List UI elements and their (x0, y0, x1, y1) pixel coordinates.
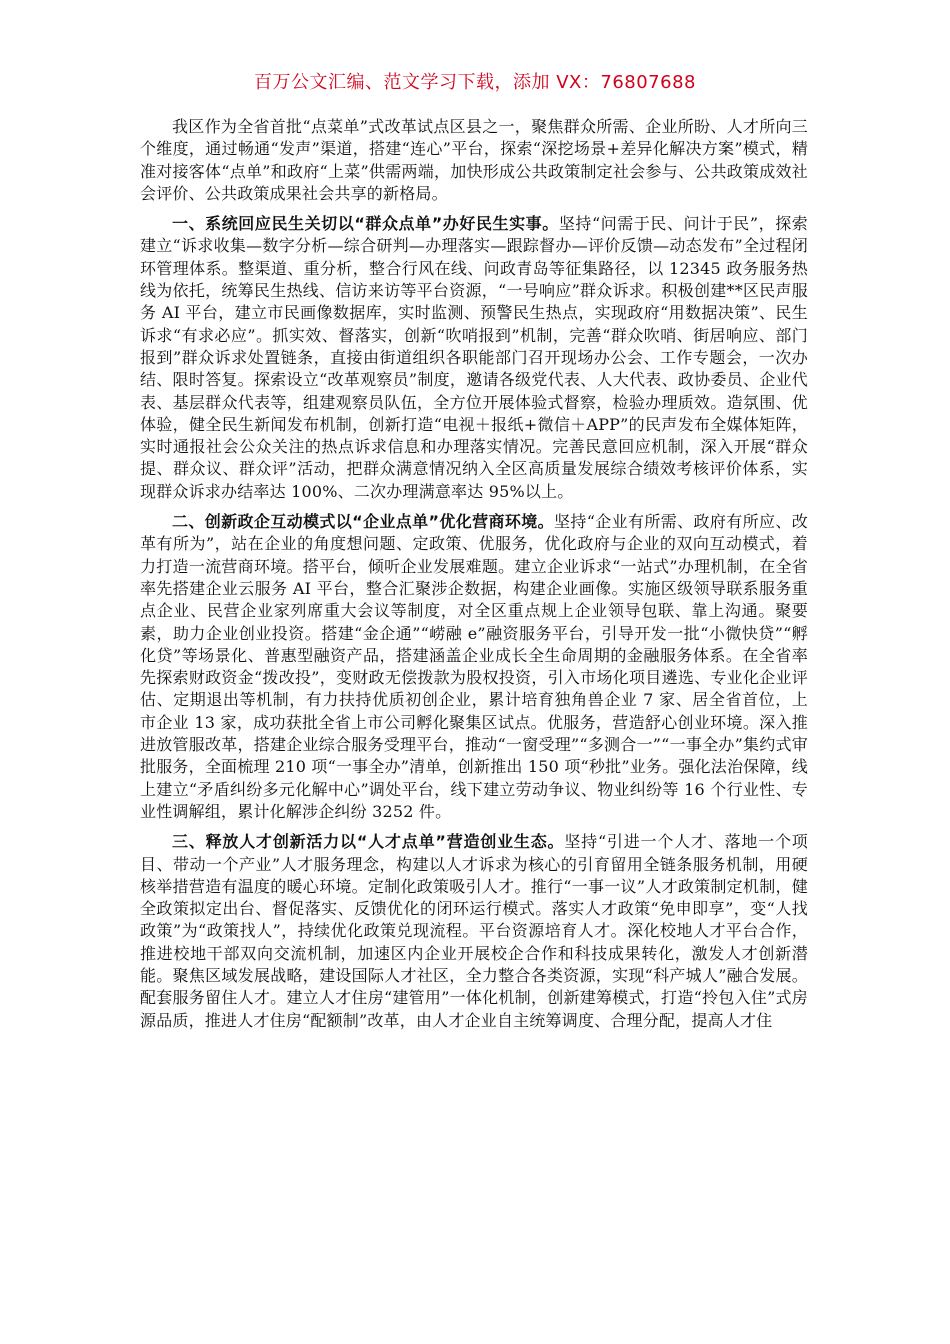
document-body (140, 116, 808, 1040)
section-3-heading: 三、释放人才创新活力以“人才点单”营造创业生态。 (172, 832, 565, 852)
header-banner: 百万公文汇编、范文学习下载，添加 VX：76807688 (254, 72, 696, 93)
section-1-body: 坚持“问需于民、问计于民”，探索建立“诉求收集—数字分析—综合研判—办理落实—跟踪督办—评价反馈—动态发布”全过程闭环管理体系。整渠道、重分析，整合行风在线、问政青岛等征集路径，以 12345 政务服务热线为依托，统筹民生热线、信访来访等平台资源，“一号响应”群众诉求。积极创建**区民声服务 AI 平台，建立市民画像数据库，实时监测、预警民生热点，实现政府“用数据决策”、民生诉求“有求必应”。抓实效、督落实，创新“吹哨报到”机制，完善“群众吹哨、街居响应、部门报到”群众诉求处置链条，直接由街道组织各职能部门召开现场办公会、工作专题会，一次办结、限时答复。探索设立“改革观察员”制度，邀请各级党代表、人大代表、政协委员、企业代表、基层群众代表等，组建观察员队伍，全方位开展体验式督察，检验办理质效。造氛围、优体验，健全民生新闻发布机制，创新打造“电视＋报纸+微信＋APP”的民声发布全媒体矩阵，实时通报社会公众关注的热点诉求信息和办理落实情况。完善民意回应机制，深入开展“群众提、群众议、群众评”活动，把群众满意情况纳入全区高质量发展综合绩效考核评价体系，实现群众诉求办结率达 100%、二次办理满意率达 95%以上。 (140, 214, 808, 501)
section-2-heading: 二、创新政企互动模式以“企业点单”优化营商环境。 (172, 512, 554, 532)
paragraph-body: 我区作为全省首批“点菜单”式改革试点区县之一，聚焦群众所需、企业所盼、人才所向三个维度，通过畅通“发声”渠道，搭建“连心”平台，探索“深挖场景+差异化解决方案”模式，精准对接客体“点单”和政府“上菜”供需两端，加快形成公共政策制定社会参与、公共政策成效社会评价、公共政策成果社会共享的新格局。 (140, 117, 808, 203)
section-1-paragraph (140, 213, 808, 503)
section-1-heading: 一、系统回应民生关切以“群众点单”办好民生实事。 (172, 214, 559, 234)
section-3-body: 坚持“引进一个人才、落地一个项目、带动一个产业”人才服务理念，构建以人才诉求为核心的引育留用全链条服务机制，用硬核举措营造有温度的暖心环境。定制化政策吸引人才。推行“一事一议”人才政策制定机制，健全政策拟定出台、督促落实、反馈优化的闭环运行模式。落实人才政策“免申即享”，变“人找政策”为“政策找人”，持续优化政策兑现流程。平台资源培育人才。深化校地人才平台合作，推进校地干部双向交流机制，加速区内企业开展校企合作和科技成果转化，激发人才创新潜能。聚焦区域发展战略，建设国际人才社区，全力整合各类资源，实现“科产城人”融合发展。配套服务留住人才。建立人才住房“建管用”一体化机制，创新建筹模式，打造“拎包入住”式房源品质，推进人才住房“配额制”改革，由人才企业自主统筹调度、合理分配，提高人才住 (140, 832, 808, 1030)
section-2-body: 坚持“企业有所需、政府有所应、改革有所为”，站在企业的角度想问题、定政策、优服务，优化政府与企业的双向互动模式，着力打造一流营商环境。搭平台，倾听企业发展难题。建立企业诉求“一站式”办理机制，在全省率先搭建企业云服务 AI 平台，整合汇聚涉企数据，构建企业画像。实施区级领导联系服务重点企业、民营企业家列席重大会议等制度，对全区重点规上企业领导包联、靠上沟通。聚要素，助力企业创业投资。搭建“金企通”“崂融 e”融资服务平台，引导开发一批“小微快贷”“孵化贷”等场景化、普惠型融资产品，搭建涵盖企业成长全生命周期的金融服务体系。在全省率先探索财政资金“拨改投”，变财政无偿拨款为股权投资，引入市场化项目遴选、专业化企业评估、定期退出等机制，有力扶持优质初创企业，累计培育独角兽企业 7 家、居全省首位，上市企业 13 家，成功获批全省上市公司孵化聚集区试点。优服务，营造舒心创业环境。深入推进放管服改革，搭建企业综合服务受理平台，推动“一窗受理”“多测合一”“一事全办”集约式审批服务，全面梳理 210 项“一事全办”清单，创新推出 150 项“秒批”业务。强化法治保障，线上建立“矛盾纠纷多元化解中心”调处平台，线下建立劳动争议、物业纠纷等 16 个行业性、专业性调解组，累计化解涉企纠纷 3252 件。 (140, 512, 808, 821)
intro-paragraph (140, 116, 808, 205)
section-3-paragraph (140, 831, 808, 1032)
section-2-paragraph (140, 511, 808, 823)
